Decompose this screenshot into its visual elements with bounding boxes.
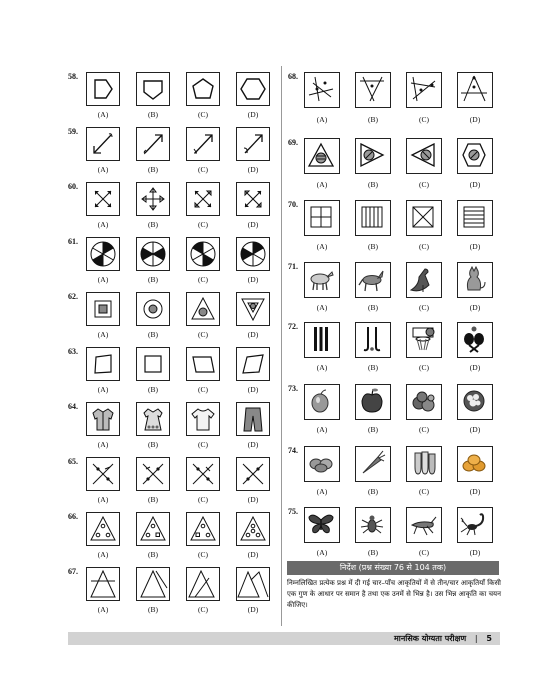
option-label: (C) (419, 180, 429, 189)
option-label: (D) (469, 487, 481, 496)
option-label: (D) (247, 110, 259, 119)
instructions-body: निम्नलिखित प्रत्येक प्रश्न में दी गई चार–पाँच आकृतियों में से तीन/चार आकृतियाँ किसी एक गुण के आधार पर समान है तथा एक उनमें से भिन्न है। उस भिन्न आकृति का चयन कीजिए। (287, 579, 501, 609)
figure-72a (304, 322, 340, 358)
question-number: 70. (288, 200, 298, 209)
figure-66a (86, 512, 120, 546)
option-label: (C) (198, 220, 208, 229)
figure-73b (355, 384, 391, 420)
option-label: (B) (148, 385, 158, 394)
figure-60d (236, 182, 270, 216)
option-label: (B) (148, 330, 158, 339)
option-label: (B) (368, 115, 378, 124)
figure-59a (86, 127, 120, 161)
option-label: (D) (247, 495, 259, 504)
option-label: (C) (419, 115, 429, 124)
figure-60a (86, 182, 120, 216)
option-label: (B) (148, 110, 158, 119)
question-number: 65. (68, 457, 78, 466)
figure-67d (236, 567, 270, 601)
figure-75d (457, 507, 493, 543)
option-label: (D) (247, 330, 259, 339)
option-label: (B) (148, 275, 158, 284)
question-number: 68. (288, 72, 298, 81)
option-label: (C) (419, 303, 429, 312)
figure-64c (186, 402, 220, 436)
figure-58a (86, 72, 120, 106)
option-label: (A) (316, 425, 328, 434)
option-label: (A) (97, 495, 109, 504)
figure-58c (186, 72, 220, 106)
figure-61a (86, 237, 120, 271)
figure-66c (186, 512, 220, 546)
figure-70a (304, 200, 340, 236)
figure-64d (236, 402, 270, 436)
figure-62c (186, 292, 220, 326)
figure-59d (236, 127, 270, 161)
figure-72c (406, 322, 442, 358)
figure-63a (86, 347, 120, 381)
figure-58b (136, 72, 170, 106)
question-number: 67. (68, 567, 78, 576)
option-label: (B) (368, 548, 378, 557)
option-label: (B) (368, 363, 378, 372)
option-label: (C) (198, 495, 208, 504)
option-label: (A) (316, 242, 328, 251)
figure-64b (136, 402, 170, 436)
figure-70b (355, 200, 391, 236)
question-number: 73. (288, 384, 298, 393)
figure-68c (406, 72, 442, 108)
figure-59b (136, 127, 170, 161)
option-label: (A) (97, 165, 109, 174)
question-number: 61. (68, 237, 78, 246)
option-label: (A) (97, 385, 109, 394)
figure-71c (406, 262, 442, 298)
figure-63b (136, 347, 170, 381)
option-label: (A) (316, 363, 328, 372)
figure-65d (236, 457, 270, 491)
option-label: (D) (247, 385, 259, 394)
question-number: 58. (68, 72, 78, 81)
figure-58d (236, 72, 270, 106)
figure-70c (406, 200, 442, 236)
figure-63d (236, 347, 270, 381)
question-number: 75. (288, 507, 298, 516)
figure-66b (136, 512, 170, 546)
figure-59c (186, 127, 220, 161)
option-label: (C) (198, 330, 208, 339)
option-label: (D) (247, 220, 259, 229)
option-label: (A) (316, 115, 328, 124)
option-label: (A) (97, 440, 109, 449)
option-label: (C) (198, 440, 208, 449)
option-label: (B) (148, 165, 158, 174)
footer-text (394, 632, 492, 645)
option-label: (B) (148, 220, 158, 229)
figure-74a (304, 446, 340, 482)
figure-75b (355, 507, 391, 543)
figure-63c (186, 347, 220, 381)
option-label: (D) (247, 275, 259, 284)
option-label: (B) (368, 487, 378, 496)
figure-74c (406, 446, 442, 482)
option-label: (A) (316, 487, 328, 496)
option-label: (C) (419, 548, 429, 557)
option-label: (D) (247, 605, 259, 614)
option-label: (C) (198, 385, 208, 394)
option-label: (C) (419, 487, 429, 496)
figure-64a (86, 402, 120, 436)
figure-75c (406, 507, 442, 543)
option-label: (B) (368, 180, 378, 189)
figure-61d (236, 237, 270, 271)
question-number: 74. (288, 446, 298, 455)
option-label: (B) (148, 440, 158, 449)
figure-68d (457, 72, 493, 108)
figure-69b (355, 138, 391, 174)
option-label: (D) (469, 180, 481, 189)
figure-60b (136, 182, 170, 216)
figure-73a (304, 384, 340, 420)
figure-65a (86, 457, 120, 491)
option-label: (B) (148, 550, 158, 559)
figure-69a (304, 138, 340, 174)
figure-69c (406, 138, 442, 174)
figure-67a (86, 567, 120, 601)
page-number: 5 (486, 634, 492, 643)
option-label: (C) (198, 550, 208, 559)
question-number: 66. (68, 512, 78, 521)
option-label: (A) (97, 605, 109, 614)
option-label: (B) (148, 605, 158, 614)
footer-separator: | (474, 634, 478, 643)
question-number: 69. (288, 138, 298, 147)
figure-62d (236, 292, 270, 326)
option-label: (D) (247, 440, 259, 449)
instructions-heading: निर्देश (प्रश्न संख्या 76 से 104 तक) (287, 561, 499, 575)
footer-title: मानसिक योग्यता परीक्षण (393, 634, 467, 643)
figure-72d (457, 322, 493, 358)
figure-73d (457, 384, 493, 420)
option-label: (D) (247, 550, 259, 559)
question-number: 72. (288, 322, 298, 331)
option-label: (A) (97, 275, 109, 284)
option-label: (C) (419, 425, 429, 434)
figure-65b (136, 457, 170, 491)
option-label: (D) (469, 303, 481, 312)
option-label: (C) (198, 165, 208, 174)
page-footer (68, 632, 500, 645)
question-number: 62. (68, 292, 78, 301)
figure-71d (457, 262, 493, 298)
option-label: (C) (198, 275, 208, 284)
option-label: (D) (469, 115, 481, 124)
column-divider (281, 66, 282, 626)
question-number: 71. (288, 262, 298, 271)
figure-74b (355, 446, 391, 482)
question-number: 59. (68, 127, 78, 136)
option-label: (A) (316, 180, 328, 189)
figure-65c (186, 457, 220, 491)
figure-67c (186, 567, 220, 601)
figure-68a (304, 72, 340, 108)
option-label: (D) (469, 363, 481, 372)
option-label: (B) (368, 242, 378, 251)
question-number: 63. (68, 347, 78, 356)
figure-71b (355, 262, 391, 298)
figure-74d (457, 446, 493, 482)
figure-73c (406, 384, 442, 420)
option-label: (D) (469, 242, 481, 251)
question-number: 60. (68, 182, 78, 191)
figure-66d (236, 512, 270, 546)
figure-60c (186, 182, 220, 216)
option-label: (D) (469, 425, 481, 434)
option-label: (C) (198, 605, 208, 614)
figure-75a (304, 507, 340, 543)
figure-62a (86, 292, 120, 326)
figure-71a (304, 262, 340, 298)
figure-70d (457, 200, 493, 236)
option-label: (A) (97, 330, 109, 339)
option-label: (B) (368, 303, 378, 312)
option-label: (A) (316, 548, 328, 557)
figure-69d (457, 138, 493, 174)
figure-62b (136, 292, 170, 326)
option-label: (C) (419, 363, 429, 372)
option-label: (C) (198, 110, 208, 119)
option-label: (B) (368, 425, 378, 434)
figure-72b (355, 322, 391, 358)
option-label: (C) (419, 242, 429, 251)
option-label: (A) (97, 110, 109, 119)
option-label: (D) (247, 165, 259, 174)
figure-67b (136, 567, 170, 601)
option-label: (A) (97, 220, 109, 229)
option-label: (A) (316, 303, 328, 312)
figure-61c (186, 237, 220, 271)
figure-61b (136, 237, 170, 271)
figure-68b (355, 72, 391, 108)
option-label: (B) (148, 495, 158, 504)
option-label: (D) (469, 548, 481, 557)
question-number: 64. (68, 402, 78, 411)
option-label: (A) (97, 550, 109, 559)
